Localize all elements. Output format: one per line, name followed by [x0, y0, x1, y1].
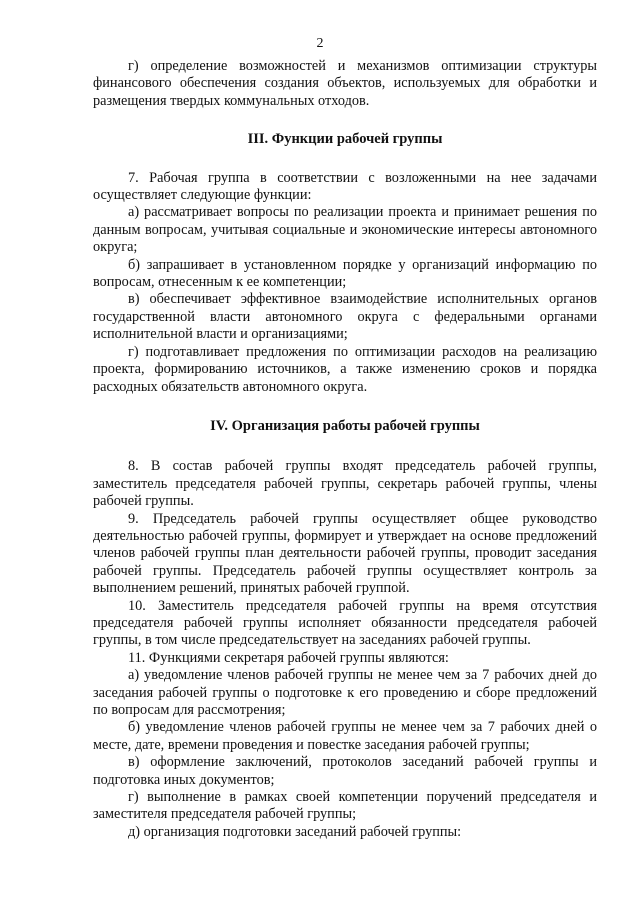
paragraph-11v: в) оформление заключений, протоколов заседаний рабочей группы и подготовка иных документов; — [93, 754, 597, 788]
paragraph-8: 8. В состав рабочей группы входят председатель рабочей группы, заместитель председателя рабочей группы, секретарь рабочей группы, члены рабочей группы. — [93, 458, 597, 510]
paragraph-11d: д) организация подготовки заседаний рабочей группы: — [128, 823, 462, 840]
paragraph-9: 9. Председатель рабочей группы осуществляет общее руководство деятельностью рабочей группы, формирует и утверждает на основе предложений членов рабочей группы план деятельности рабочей группы, проводит заседания рабочей группы. Председатель рабочей группы осуществляет контроль за выполнением решений, принятых рабочей группой. — [93, 510, 597, 597]
section-3-heading: III. Функции рабочей группы — [247, 131, 443, 148]
paragraph-intro-g: г) определение возможностей и механизмов оптимизации структуры финансового обеспечения создания объектов, используемых для обработки и размещения твердых коммунальных отходов. — [93, 58, 597, 109]
paragraph-7b: б) запрашивает в установленном порядке у организаций информацию по вопросам, отнесенным к ее компетенции; — [93, 256, 597, 291]
paragraph-7a: а) рассматривает вопросы по реализации проекта и принимает решения по данным вопросам, учитывая социальные и экономические интересы автономного округа; — [93, 204, 597, 256]
paragraph-7g: г) подготавливает предложения по оптимизации расходов на реализацию проекта, формированию источников, а также изменению сроков и порядка расходных обязательств автономного округа. — [93, 343, 597, 395]
paragraph-7: 7. Рабочая группа в соответствии с возложенными на нее задачами осуществляет следующие функции: — [93, 169, 597, 204]
paragraph-11b: б) уведомление членов рабочей группы не менее чем за 7 рабочих дней о месте, дате, времени проведения и повестке заседания рабочей группы; — [93, 719, 597, 753]
paragraph-11: 11. Функциями секретаря рабочей группы являются: — [128, 649, 449, 666]
page-number: 2 — [316, 36, 324, 51]
paragraph-7v: в) обеспечивает эффективное взаимодействие исполнительных органов государственной власти автономного округа с федеральными органами исполнительной власти и организациями; — [93, 291, 597, 343]
paragraph-11g: г) выполнение в рамках своей компетенции поручений председателя и заместителя председателя рабочей группы; — [93, 789, 597, 823]
paragraph-10: 10. Заместитель председателя рабочей группы на время отсутствия председателя рабочей группы исполняет обязанности председателя рабочей группы, в том числе председательствует на заседаниях рабочей группы. — [93, 597, 597, 649]
section-4-heading: IV. Организация работы рабочей группы — [210, 417, 480, 434]
document-body — [93, 58, 597, 841]
paragraph-11a: а) уведомление членов рабочей группы не менее чем за 7 рабочих дней до заседания рабочей группы о подготовке к его проведению и сборе предложений по вопросам для рассмотрения; — [93, 667, 597, 718]
